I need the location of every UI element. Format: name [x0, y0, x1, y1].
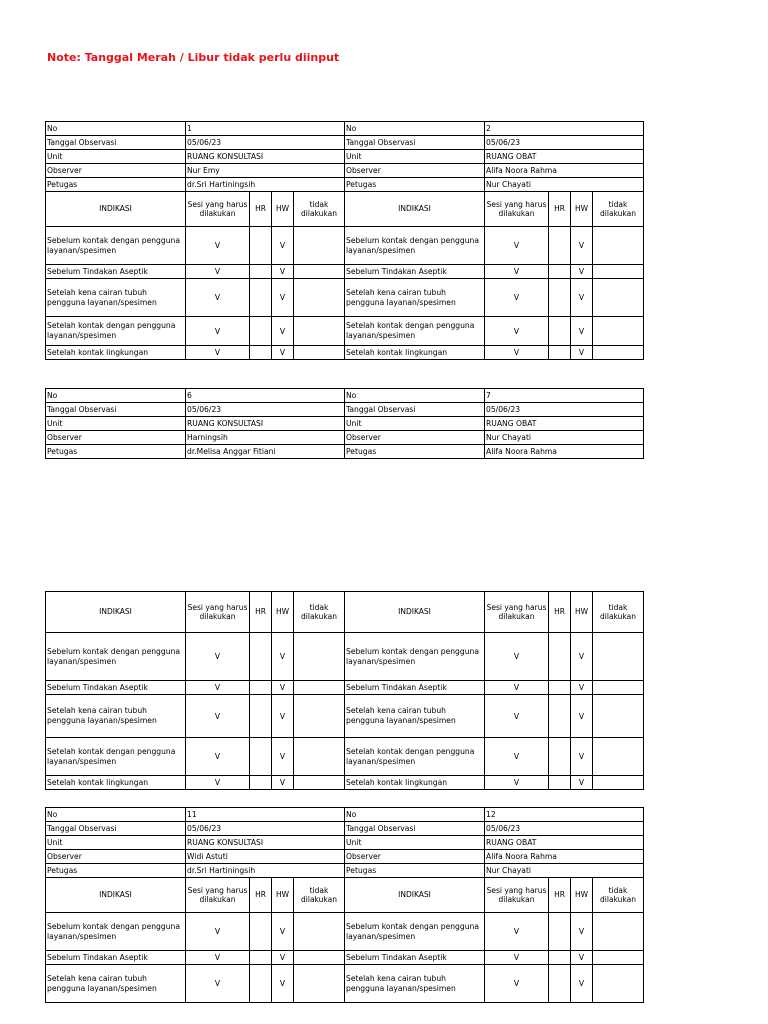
hw-cell: V	[272, 346, 294, 360]
sesi-cell: V	[186, 695, 250, 738]
header-tidak: tidak dilakukan	[294, 878, 345, 913]
sesi-cell: V	[186, 346, 250, 360]
indikasi-row	[46, 265, 644, 279]
hr-cell	[250, 776, 272, 790]
hr-cell	[250, 346, 272, 360]
value-observer: Harningsih	[186, 431, 345, 445]
tidak-cell	[294, 265, 345, 279]
indikasi-row	[46, 346, 644, 360]
observation-table-3	[45, 807, 644, 878]
label-observer: Observer	[345, 850, 485, 864]
sesi-cell: V	[186, 317, 250, 346]
hr-cell	[250, 633, 272, 681]
value-unit: RUANG OBAT	[485, 150, 644, 164]
tidak-cell	[294, 633, 345, 681]
hw-cell: V	[272, 265, 294, 279]
indikasi-label: Sebelum Tindakan Aseptik	[345, 681, 485, 695]
value-petugas: Alifa Noora Rahma	[485, 445, 644, 459]
header-sesi: Sesi yang harus dilakukan	[186, 192, 250, 227]
header-sesi: Sesi yang harus dilakukan	[186, 878, 250, 913]
value-unit: RUANG KONSULTASI	[186, 836, 345, 850]
hr-cell	[549, 633, 571, 681]
tidak-cell	[593, 913, 644, 951]
tidak-cell	[593, 776, 644, 790]
sesi-cell: V	[485, 265, 549, 279]
tidak-cell	[593, 317, 644, 346]
value-tanggal: 05/06/23	[485, 136, 644, 150]
hr-cell	[549, 951, 571, 965]
sesi-cell: V	[186, 965, 250, 1003]
sesi-cell: V	[186, 951, 250, 965]
observation-block-3	[45, 591, 643, 790]
header-indikasi: INDIKASI	[345, 192, 485, 227]
value-no: 2	[485, 122, 644, 136]
hw-cell: V	[272, 738, 294, 776]
hw-cell: V	[272, 681, 294, 695]
label-no: No	[345, 808, 485, 822]
hw-cell: V	[272, 227, 294, 265]
value-tanggal: 05/06/23	[186, 822, 345, 836]
indikasi-row	[46, 279, 644, 317]
indikasi-label: Sebelum Tindakan Aseptik	[46, 265, 186, 279]
header-tidak: tidak dilakukan	[593, 878, 644, 913]
hr-cell	[250, 279, 272, 317]
sesi-cell: V	[186, 738, 250, 776]
header-tidak: tidak dilakukan	[294, 192, 345, 227]
indikasi-label: Setelah kontak lingkungan	[46, 776, 186, 790]
sesi-cell: V	[485, 227, 549, 265]
observation-block-1	[45, 121, 643, 360]
tidak-cell	[593, 279, 644, 317]
hw-cell: V	[571, 695, 593, 738]
sesi-cell: V	[485, 965, 549, 1003]
value-tanggal: 05/06/23	[186, 403, 345, 417]
header-hr: HR	[250, 878, 272, 913]
hr-cell	[549, 738, 571, 776]
hr-cell	[250, 913, 272, 951]
sesi-cell: V	[186, 633, 250, 681]
hr-cell	[250, 965, 272, 1003]
label-unit: Unit	[345, 417, 485, 431]
value-petugas: dr.Sri Hartiningsih	[186, 864, 345, 878]
header-hw: HW	[272, 878, 294, 913]
tidak-cell	[294, 346, 345, 360]
sesi-cell: V	[186, 279, 250, 317]
sesi-cell: V	[186, 227, 250, 265]
label-observer: Observer	[46, 164, 186, 178]
indikasi-row	[46, 681, 644, 695]
hr-cell	[549, 965, 571, 1003]
indikasi-row	[46, 776, 644, 790]
hw-cell: V	[272, 317, 294, 346]
hr-cell	[250, 227, 272, 265]
label-no: No	[46, 389, 186, 403]
hw-cell: V	[571, 681, 593, 695]
hw-cell: V	[571, 738, 593, 776]
value-tanggal: 05/06/23	[186, 136, 345, 150]
sesi-cell: V	[186, 681, 250, 695]
value-tanggal: 05/06/23	[485, 822, 644, 836]
observation-block-2	[45, 388, 643, 459]
indikasi-row	[46, 738, 644, 776]
hr-cell	[549, 913, 571, 951]
indikasi-label: Setelah kena cairan tubuh pengguna layanan/spesimen	[345, 965, 485, 1003]
hr-cell	[549, 317, 571, 346]
label-observer: Observer	[345, 431, 485, 445]
tidak-cell	[593, 681, 644, 695]
label-observer: Observer	[46, 850, 186, 864]
sesi-cell: V	[186, 265, 250, 279]
hr-cell	[549, 695, 571, 738]
value-petugas: dr.Melisa Anggar Fitiani	[186, 445, 345, 459]
hw-cell: V	[571, 346, 593, 360]
indikasi-label: Setelah kena cairan tubuh pengguna layanan/spesimen	[345, 695, 485, 738]
indikasi-label: Setelah kontak dengan pengguna layanan/spesimen	[345, 317, 485, 346]
value-observer: Widi Astuti	[186, 850, 345, 864]
value-observer: Alifa Noora Rahma	[485, 850, 644, 864]
hw-cell: V	[571, 227, 593, 265]
indikasi-label: Setelah kontak lingkungan	[345, 346, 485, 360]
header-indikasi: INDIKASI	[345, 592, 485, 633]
tidak-cell	[593, 227, 644, 265]
tidak-cell	[294, 227, 345, 265]
header-hr: HR	[549, 592, 571, 633]
hr-cell	[549, 681, 571, 695]
value-unit: RUANG KONSULTASI	[186, 417, 345, 431]
indikasi-table-2	[45, 591, 644, 790]
value-petugas: Nur Chayati	[485, 178, 644, 192]
indikasi-label: Setelah kena cairan tubuh pengguna layanan/spesimen	[46, 279, 186, 317]
sesi-cell: V	[485, 317, 549, 346]
hr-cell	[250, 738, 272, 776]
label-tanggal: Tanggal Observasi	[46, 136, 186, 150]
value-no: 11	[186, 808, 345, 822]
indikasi-label: Sebelum kontak dengan pengguna layanan/spesimen	[46, 227, 186, 265]
indikasi-label: Sebelum kontak dengan pengguna layanan/spesimen	[345, 913, 485, 951]
header-hr: HR	[250, 192, 272, 227]
hw-cell: V	[272, 965, 294, 1003]
indikasi-label: Setelah kontak dengan pengguna layanan/spesimen	[46, 738, 186, 776]
hr-cell	[549, 279, 571, 317]
header-hr: HR	[549, 878, 571, 913]
sesi-cell: V	[485, 633, 549, 681]
header-indikasi: INDIKASI	[46, 878, 186, 913]
indikasi-label: Setelah kena cairan tubuh pengguna layanan/spesimen	[46, 695, 186, 738]
value-no: 12	[485, 808, 644, 822]
tidak-cell	[593, 265, 644, 279]
value-observer: Nur Emy	[186, 164, 345, 178]
indikasi-label: Sebelum kontak dengan pengguna layanan/spesimen	[345, 227, 485, 265]
header-hw: HW	[571, 592, 593, 633]
sesi-cell: V	[485, 738, 549, 776]
indikasi-table-3	[45, 877, 644, 1003]
label-tanggal: Tanggal Observasi	[46, 822, 186, 836]
hw-cell: V	[272, 776, 294, 790]
hw-cell: V	[272, 279, 294, 317]
observation-table-2	[45, 388, 644, 459]
hw-cell: V	[571, 776, 593, 790]
label-no: No	[345, 389, 485, 403]
header-sesi: Sesi yang harus dilakukan	[485, 592, 549, 633]
sesi-cell: V	[485, 681, 549, 695]
indikasi-label: Sebelum Tindakan Aseptik	[345, 951, 485, 965]
label-no: No	[345, 122, 485, 136]
header-sesi: Sesi yang harus dilakukan	[485, 192, 549, 227]
label-tanggal: Tanggal Observasi	[345, 822, 485, 836]
label-unit: Unit	[46, 836, 186, 850]
tidak-cell	[294, 738, 345, 776]
hr-cell	[250, 681, 272, 695]
header-indikasi: INDIKASI	[46, 592, 186, 633]
label-unit: Unit	[345, 150, 485, 164]
tidak-cell	[593, 965, 644, 1003]
label-petugas: Petugas	[46, 445, 186, 459]
label-petugas: Petugas	[345, 864, 485, 878]
value-petugas: Nur Chayati	[485, 864, 644, 878]
header-hw: HW	[571, 192, 593, 227]
hw-cell: V	[571, 633, 593, 681]
header-tidak: tidak dilakukan	[593, 592, 644, 633]
indikasi-row	[46, 227, 644, 265]
hw-cell: V	[571, 965, 593, 1003]
header-hw: HW	[272, 592, 294, 633]
tidak-cell	[593, 951, 644, 965]
label-no: No	[46, 808, 186, 822]
hw-cell: V	[571, 265, 593, 279]
indikasi-row	[46, 913, 644, 951]
sesi-cell: V	[485, 913, 549, 951]
hw-cell: V	[272, 695, 294, 738]
label-unit: Unit	[46, 150, 186, 164]
tidak-cell	[593, 695, 644, 738]
hw-cell: V	[272, 951, 294, 965]
indikasi-row	[46, 317, 644, 346]
label-observer: Observer	[46, 431, 186, 445]
sesi-cell: V	[485, 776, 549, 790]
tidak-cell	[294, 776, 345, 790]
hr-cell	[250, 317, 272, 346]
hw-cell: V	[272, 633, 294, 681]
hr-cell	[250, 951, 272, 965]
label-no: No	[46, 122, 186, 136]
indikasi-label: Sebelum Tindakan Aseptik	[46, 681, 186, 695]
header-sesi: Sesi yang harus dilakukan	[186, 592, 250, 633]
indikasi-label: Setelah kontak lingkungan	[345, 776, 485, 790]
indikasi-label: Sebelum Tindakan Aseptik	[46, 951, 186, 965]
indikasi-row	[46, 695, 644, 738]
header-hw: HW	[272, 192, 294, 227]
hw-cell: V	[571, 279, 593, 317]
value-unit: RUANG OBAT	[485, 417, 644, 431]
label-petugas: Petugas	[345, 178, 485, 192]
hw-cell: V	[571, 913, 593, 951]
label-petugas: Petugas	[46, 178, 186, 192]
tidak-cell	[294, 317, 345, 346]
note-text: Note: Tanggal Merah / Libur tidak perlu diinput	[47, 51, 340, 64]
value-tanggal: 05/06/23	[485, 403, 644, 417]
indikasi-label: Setelah kontak lingkungan	[46, 346, 186, 360]
indikasi-label: Setelah kena cairan tubuh pengguna layanan/spesimen	[345, 279, 485, 317]
indikasi-row	[46, 633, 644, 681]
label-tanggal: Tanggal Observasi	[46, 403, 186, 417]
label-observer: Observer	[345, 164, 485, 178]
hr-cell	[250, 695, 272, 738]
value-no: 6	[186, 389, 345, 403]
header-indikasi: INDIKASI	[46, 192, 186, 227]
tidak-cell	[593, 633, 644, 681]
indikasi-label: Setelah kontak dengan pengguna layanan/spesimen	[345, 738, 485, 776]
header-hw: HW	[571, 878, 593, 913]
value-petugas: dr.Sri Hartiningsih	[186, 178, 345, 192]
tidak-cell	[593, 346, 644, 360]
header-hr: HR	[250, 592, 272, 633]
sesi-cell: V	[485, 951, 549, 965]
header-sesi: Sesi yang harus dilakukan	[485, 878, 549, 913]
hr-cell	[250, 265, 272, 279]
value-no: 1	[186, 122, 345, 136]
value-observer: Alifa Noora Rahma	[485, 164, 644, 178]
value-no: 7	[485, 389, 644, 403]
sesi-cell: V	[485, 346, 549, 360]
sesi-cell: V	[186, 913, 250, 951]
hw-cell: V	[571, 951, 593, 965]
indikasi-row	[46, 951, 644, 965]
tidak-cell	[294, 913, 345, 951]
header-indikasi: INDIKASI	[345, 878, 485, 913]
hr-cell	[549, 227, 571, 265]
indikasi-label: Sebelum kontak dengan pengguna layanan/spesimen	[46, 913, 186, 951]
tidak-cell	[593, 738, 644, 776]
header-tidak: tidak dilakukan	[593, 192, 644, 227]
hr-cell	[549, 265, 571, 279]
label-unit: Unit	[345, 836, 485, 850]
tidak-cell	[294, 279, 345, 317]
sesi-cell: V	[485, 279, 549, 317]
label-tanggal: Tanggal Observasi	[345, 136, 485, 150]
label-petugas: Petugas	[345, 445, 485, 459]
value-observer: Nur Chayati	[485, 431, 644, 445]
hr-cell	[549, 776, 571, 790]
tidak-cell	[294, 951, 345, 965]
header-hr: HR	[549, 192, 571, 227]
indikasi-label: Setelah kena cairan tubuh pengguna layanan/spesimen	[46, 965, 186, 1003]
observation-block-4	[45, 807, 643, 1003]
indikasi-label: Sebelum kontak dengan pengguna layanan/spesimen	[46, 633, 186, 681]
tidak-cell	[294, 695, 345, 738]
hr-cell	[549, 346, 571, 360]
label-unit: Unit	[46, 417, 186, 431]
hw-cell: V	[272, 913, 294, 951]
observation-table-1	[45, 121, 644, 192]
header-tidak: tidak dilakukan	[294, 592, 345, 633]
hw-cell: V	[571, 317, 593, 346]
tidak-cell	[294, 681, 345, 695]
sesi-cell: V	[485, 695, 549, 738]
indikasi-label: Sebelum Tindakan Aseptik	[345, 265, 485, 279]
label-petugas: Petugas	[46, 864, 186, 878]
value-unit: RUANG OBAT	[485, 836, 644, 850]
indikasi-label: Setelah kontak dengan pengguna layanan/spesimen	[46, 317, 186, 346]
tidak-cell	[294, 965, 345, 1003]
value-unit: RUANG KONSULTASI	[186, 150, 345, 164]
indikasi-label: Sebelum kontak dengan pengguna layanan/spesimen	[345, 633, 485, 681]
label-tanggal: Tanggal Observasi	[345, 403, 485, 417]
sesi-cell: V	[186, 776, 250, 790]
indikasi-row	[46, 965, 644, 1003]
indikasi-table-1	[45, 191, 644, 360]
